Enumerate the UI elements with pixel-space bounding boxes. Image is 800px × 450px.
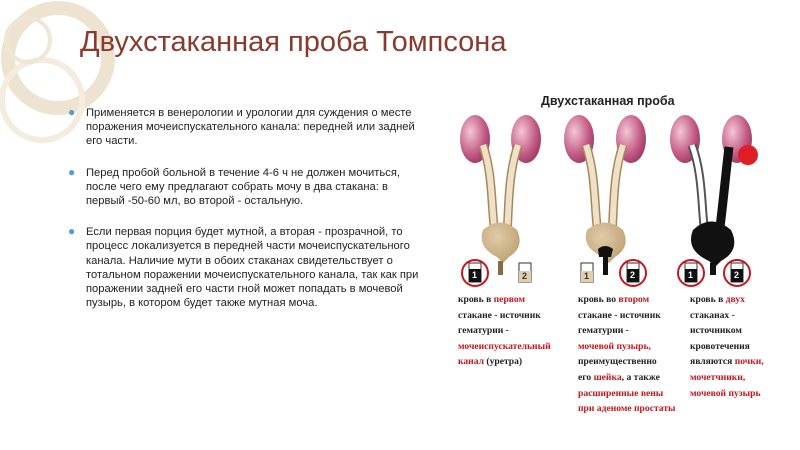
urethra: [710, 263, 716, 275]
caption-highlight: мочеиспускательный: [458, 340, 551, 352]
glass-label: 2: [522, 271, 528, 281]
caption-highlight: двух: [725, 294, 745, 305]
glass-label: 2: [630, 270, 636, 280]
bladder: [691, 222, 734, 268]
bullet-icon: ●: [68, 224, 76, 239]
caption-text: стаканах -: [690, 309, 735, 321]
panel-2-organs: [564, 115, 646, 275]
caption-highlight: шейка: [593, 371, 622, 383]
caption-panel-1: [458, 292, 551, 370]
caption-text: гематурии -: [458, 325, 509, 337]
paragraph-text: Перед пробой больной в течение 4-6 ч не должен мочиться, после чего ему предлагают собрать мочу в два стакана: в первый -50-60 мл, во второй - остальную.: [86, 166, 400, 208]
caption-text: стакане - источник: [458, 309, 541, 321]
caption-panel-2: [578, 292, 676, 417]
bladder-neck-blood: [598, 246, 613, 257]
caption-highlight: мочевой пузырь,: [578, 340, 651, 352]
caption-highlight: мочетчники,: [690, 371, 746, 383]
caption-text: кровь в: [690, 294, 726, 305]
bullet-icon: ●: [68, 164, 76, 179]
caption-text: кровь во: [578, 294, 619, 305]
figure-title: Двухстаканная проба: [541, 94, 675, 108]
bullet-icon: ●: [68, 105, 76, 119]
glass-label: 1: [584, 271, 590, 281]
caption-highlight: при аденоме простаты: [578, 403, 676, 415]
panel-3-organs: [670, 115, 758, 275]
bladder: [482, 223, 520, 264]
panel-1-organs: [460, 115, 541, 275]
caption-highlight: первом: [493, 294, 526, 305]
paragraph-2: [68, 166, 420, 209]
slide-body: [68, 106, 420, 327]
kidney-bleeding: [738, 145, 758, 165]
caption-text: гематурии -: [578, 325, 629, 337]
glass-label: 2: [734, 270, 740, 280]
caption-highlight: мочевой пузырь: [690, 387, 761, 399]
caption-highlight: почки,: [734, 356, 764, 368]
urethra: [603, 257, 608, 275]
caption-text: являются: [690, 356, 735, 368]
caption-text: стакане - источник: [578, 309, 661, 321]
caption-highlight: расширенные вены: [578, 387, 664, 399]
slide-title: Двухстаканная проба Томпсона: [80, 26, 507, 58]
paragraph-3: [68, 225, 420, 310]
caption-text: кровь в: [458, 294, 494, 305]
paragraph-1: [68, 106, 420, 149]
glass-label: 1: [688, 270, 694, 280]
caption-text: , а также: [621, 371, 660, 383]
urethra: [498, 261, 503, 275]
caption-highlight: втором: [618, 294, 650, 305]
caption-text: кровотечения: [690, 340, 750, 352]
caption-highlight: канал: [458, 356, 484, 368]
caption-text: (уретра): [483, 356, 523, 368]
caption-text: источником: [690, 325, 742, 337]
glass-label: 1: [472, 270, 478, 280]
paragraph-text: Если первая порция будет мутной, а вторая - прозрачной, то процесс локализуется в передней части мочеиспускательного канала. Наличие мути в обоих стаканах свидетельствует о тотальном поражении мочеиспускательного канала, так как при поражении задней его части гной может попадать в мочевой пузырь, в котором будет также мутная моча.: [86, 226, 419, 310]
caption-panel-3: [690, 292, 764, 401]
paragraph-text: Применяется в венерологии и урологии для суждения о месте поражения мочеиспускательного канала: передней или задней его части.: [86, 107, 415, 148]
caption-text: его: [578, 371, 594, 383]
caption-text: преимущественно: [578, 356, 657, 368]
